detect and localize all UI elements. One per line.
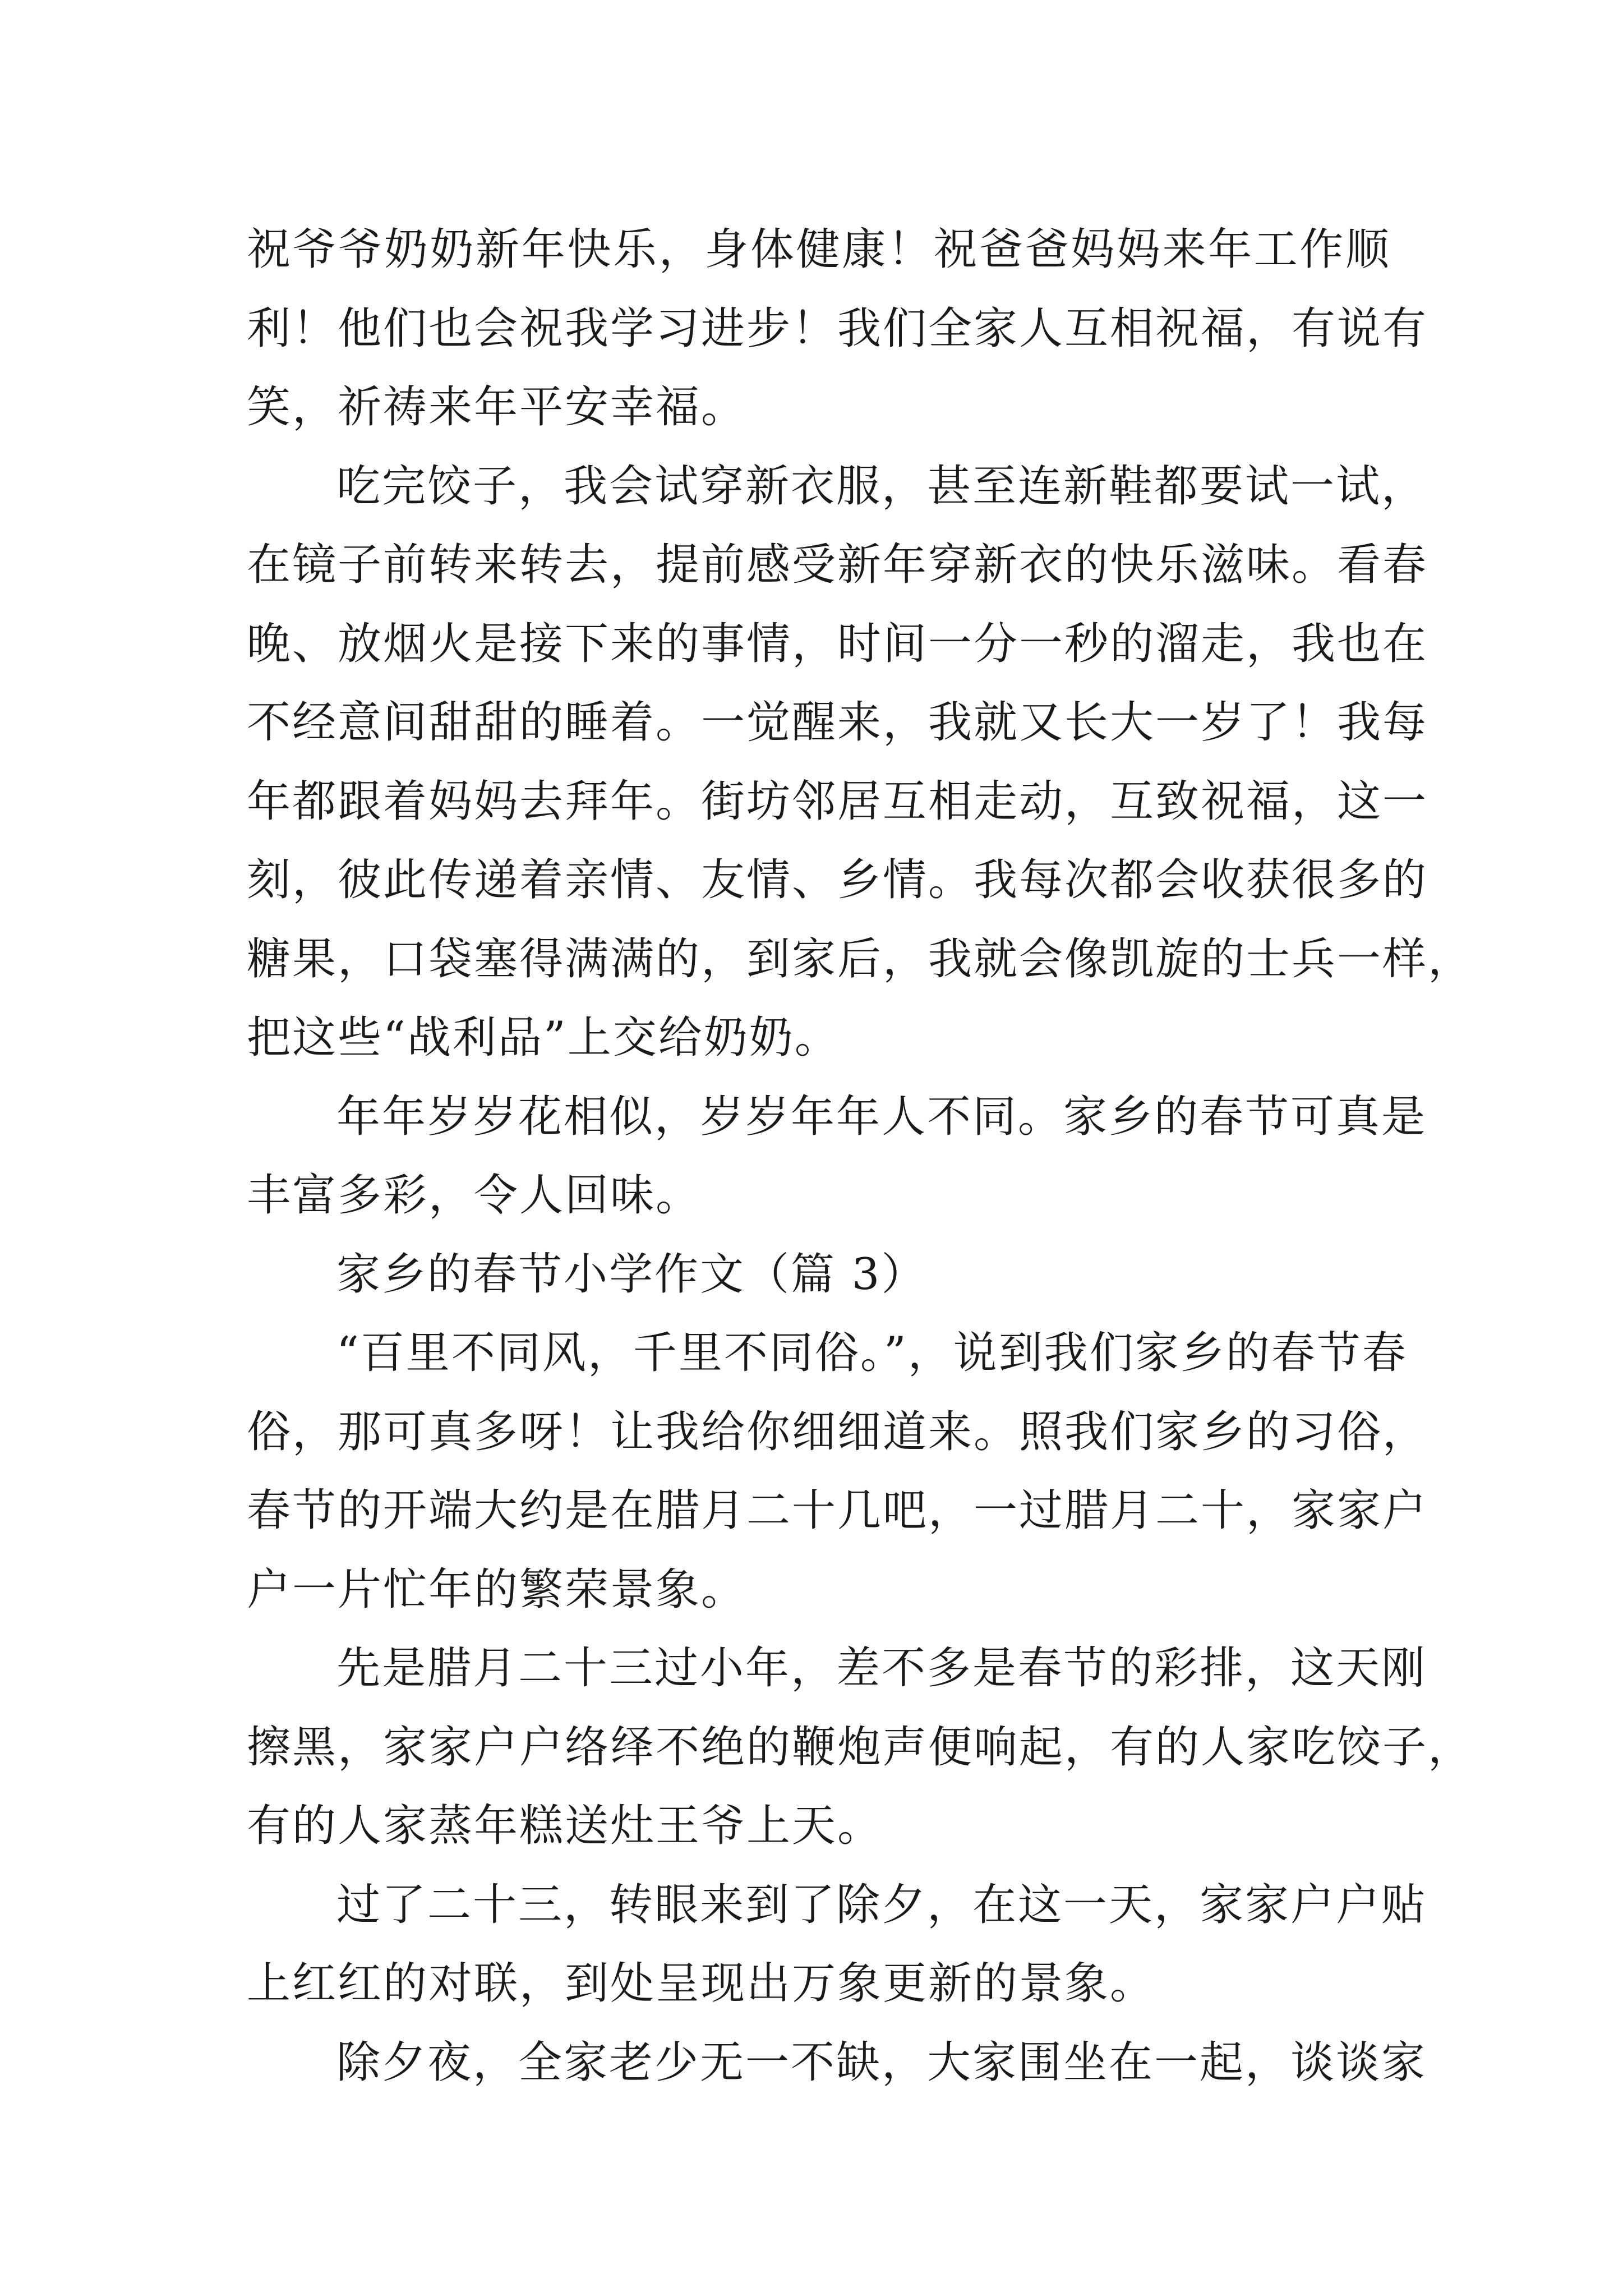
text-line: 刻，彼此传递着亲情、友情、乡情。我每次都会收获很多的 xyxy=(247,855,1428,905)
paragraph xyxy=(247,210,1428,447)
text-line: 在镜子前转来转去，提前感受新年穿新衣的快乐滋味。看春 xyxy=(247,540,1428,590)
paragraph xyxy=(247,1235,1391,1314)
paragraph xyxy=(247,1078,1427,1235)
text-line: 过了二十三，转眼来到了除夕，在这一天，家家户户贴 xyxy=(336,1879,1427,1930)
text-line: 除夕夜，全家老少无一不缺，大家围坐在一起，谈谈家 xyxy=(336,2037,1427,2088)
text-line: 上红红的对联，到处呈现出万象更新的景象。 xyxy=(247,1958,1156,2009)
text-line: 年都跟着妈妈去拜年。街坊邻居互相走动，互致祝福，这一 xyxy=(247,776,1428,827)
text-line: 先是腊月二十三过小年，差不多是春节的彩排，这天刚 xyxy=(336,1643,1427,1694)
paragraph xyxy=(247,1629,1474,1866)
text-line: “百里不同风，千里不同俗。”，说到我们家乡的春节春 xyxy=(336,1328,1408,1378)
body-text xyxy=(247,210,1474,2102)
text-line: 不经意间甜甜的睡着。一觉醒来，我就又长大一岁了！我每 xyxy=(247,697,1428,748)
text-line: 晚、放烟火是接下来的事情，时间一分一秒的溜走，我也在 xyxy=(247,618,1428,669)
paragraph xyxy=(247,1866,1427,2023)
text-line: 年年岁岁花相似，岁岁年年人不同。家乡的春节可真是 xyxy=(336,1091,1427,1142)
text-line: 吃完饺子，我会试穿新衣服，甚至连新鞋都要试一试， xyxy=(336,461,1427,512)
paragraph xyxy=(247,1314,1428,1629)
text-line: 利！他们也会祝我学习进步！我们全家人互相祝福，有说有 xyxy=(247,303,1428,354)
text-line: 俗，那可真多呀！让我给你细细道来。照我们家乡的习俗， xyxy=(247,1406,1428,1457)
paragraph xyxy=(247,2023,1427,2102)
text-line: 春节的开端大约是在腊月二十几吧，一过腊月二十，家家户 xyxy=(247,1485,1428,1536)
text-line: 户一片忙年的繁荣景象。 xyxy=(247,1564,747,1615)
text-line: 擦黑，家家户户络绎不绝的鞭炮声便响起，有的人家吃饺子， xyxy=(247,1722,1474,1773)
text-line: 祝爷爷奶奶新年快乐，身体健康！祝爸爸妈妈来年工作顺 xyxy=(247,224,1391,275)
text-line: 有的人家蒸年糕送灶王爷上天。 xyxy=(247,1801,883,1851)
text-line: 丰富多彩，令人回味。 xyxy=(247,1170,702,1221)
paragraph xyxy=(247,447,1474,1078)
text-line: 家乡的春节小学作文（篇 3） xyxy=(336,1249,927,1300)
text-line: 糖果，口袋塞得满满的，到家后，我就会像凯旋的士兵一样， xyxy=(247,933,1474,984)
text-line: 把这些“战利品”上交给奶奶。 xyxy=(247,1013,840,1063)
text-line: 笑，祈祷来年平安幸福。 xyxy=(247,382,747,432)
